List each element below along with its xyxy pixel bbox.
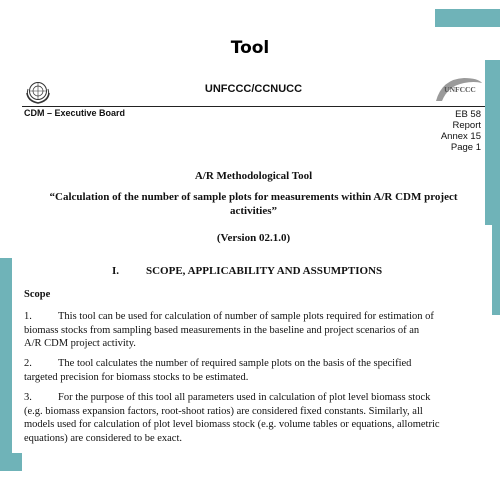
document-header [22,72,485,106]
paragraph-line: biomass stocks from sampling based measurements in the baseline and project scenarios of an [24,324,420,336]
document-reference [441,109,481,153]
paragraph-3 [24,391,494,445]
paragraph-line: equations) are considered to be exact. [24,432,183,444]
organization-name: UNFCCC/CCNUCC [204,83,303,95]
paragraph-line: targeted precision for biomass stocks to be estimated. [24,371,249,383]
paragraph-number: 2. [24,358,32,369]
section-title: SCOPE, APPLICABILITY AND ASSUMPTIONS [146,265,383,277]
tool-title: A/R Methodological Tool [194,170,313,182]
section-number: I. [112,265,120,277]
paragraph-line: The tool calculates the number of required sample plots on the basis of the specified [58,358,412,369]
accent-bar-right-lower [492,225,500,315]
tool-subtitle [22,190,485,218]
reference-page: Page 1 [450,142,481,153]
scope-heading: Scope [24,289,51,300]
accent-bar-left [0,258,12,453]
paragraph-line: For the purpose of this tool all parameters used in calculation of plot level biomass stock [58,392,431,403]
accent-bar-right [485,60,500,225]
paragraph-2 [24,357,494,384]
subtitle-line: “Calculation of the number of sample plots for measurements within A/R CDM project [49,191,458,203]
paragraph-number: 1. [24,311,32,322]
unfccc-logo-text: UNFCCC [444,85,476,94]
version-label: (Version 02.1.0) [216,232,291,244]
paragraph-1 [24,310,494,351]
document-page [22,72,485,472]
board-label: CDM – Executive Board [24,108,126,118]
reference-type: Report [452,120,481,131]
page-heading: Tool [230,38,270,58]
paragraph-line: models used for calculation of plot level biomass stock (e.g. volume tables or equations, allometric [24,419,440,430]
subtitle-line: activities” [229,205,278,217]
paragraph-number: 3. [24,392,32,403]
reference-annex: Annex 15 [440,131,481,142]
accent-bar-top-right [435,9,500,27]
header-divider [22,106,485,107]
reference-meeting: EB 58 [455,109,481,120]
unfccc-logo-icon [434,75,484,105]
paragraph-line: This tool can be used for calculation of number of sample plots required for estimation of [58,311,434,322]
paragraph-line: (e.g. biomass expansion factors, root-shoot ratios) are considered fixed constants. Similarly, all [24,405,423,417]
paragraph-line: A/R CDM project activity. [24,338,136,349]
